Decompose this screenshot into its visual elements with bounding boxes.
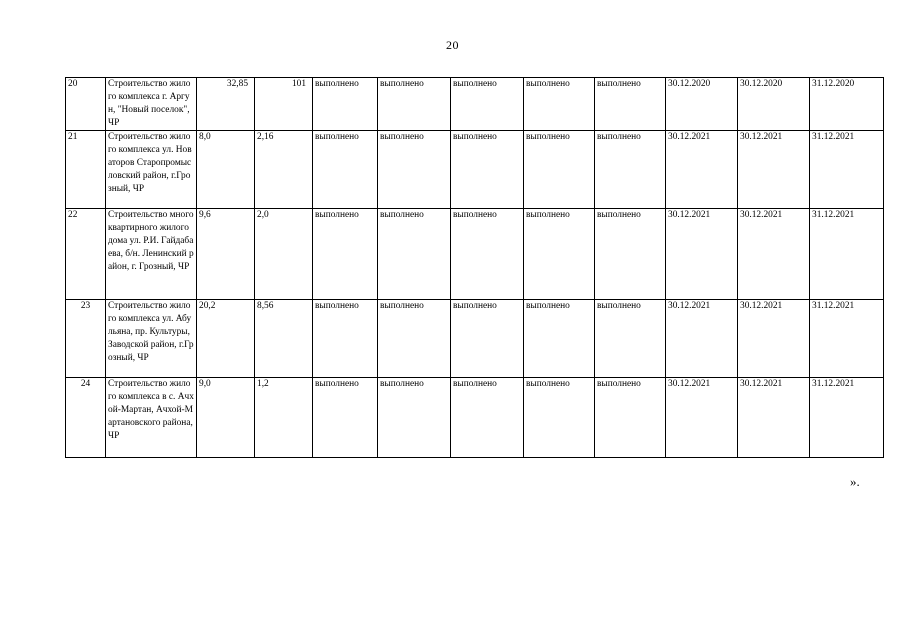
object-name: Строительство многоквартирного жилого дома ул. Р.И. Гайдабаева, б/н. Ленинский район, г. Грозный, ЧР [106, 209, 197, 300]
date-2: 30.12.2021 [738, 131, 810, 209]
value-2: 8,56 [255, 300, 313, 378]
status-3: выполнено [451, 209, 524, 300]
value-1: 20,2 [197, 300, 255, 378]
value-2: 101 [255, 78, 313, 131]
table-row [66, 131, 884, 209]
date-2: 30.12.2021 [738, 300, 810, 378]
row-number: 22 [66, 209, 106, 300]
table-row [66, 209, 884, 300]
page-number: 20 [446, 38, 459, 52]
status-1: выполнено [313, 131, 378, 209]
object-name: Строительство жилого комплекса г. Аргун, "Новый поселок", ЧР [106, 78, 197, 131]
table-row [66, 78, 884, 131]
status-2: выполнено [378, 131, 451, 209]
objects-table [65, 77, 884, 458]
value-1: 8,0 [197, 131, 255, 209]
status-5: выполнено [595, 78, 666, 131]
status-5: выполнено [595, 300, 666, 378]
row-number: 23 [66, 300, 106, 378]
date-3: 31.12.2021 [810, 300, 884, 378]
status-4: выполнено [524, 131, 595, 209]
status-3: выполнено [451, 300, 524, 378]
table-row [66, 378, 884, 458]
value-2: 2,0 [255, 209, 313, 300]
status-1: выполнено [313, 300, 378, 378]
date-3: 31.12.2021 [810, 378, 884, 458]
date-3: 31.12.2021 [810, 131, 884, 209]
closing-quote-mark: ». [850, 474, 860, 489]
date-1: 30.12.2021 [666, 209, 738, 300]
status-1: выполнено [313, 378, 378, 458]
status-3: выполнено [451, 78, 524, 131]
value-2: 1,2 [255, 378, 313, 458]
date-1: 30.12.2021 [666, 378, 738, 458]
status-1: выполнено [313, 78, 378, 131]
value-1: 9,0 [197, 378, 255, 458]
date-2: 30.12.2021 [738, 209, 810, 300]
date-1: 30.12.2021 [666, 300, 738, 378]
status-2: выполнено [378, 78, 451, 131]
date-3: 31.12.2021 [810, 209, 884, 300]
date-1: 30.12.2020 [666, 78, 738, 131]
status-4: выполнено [524, 378, 595, 458]
value-2: 2,16 [255, 131, 313, 209]
status-5: выполнено [595, 209, 666, 300]
status-5: выполнено [595, 378, 666, 458]
object-name: Строительство жилого комплекса в с. Ачхой-Мартан, Ачхой-Мартановского района, ЧР [106, 378, 197, 458]
status-4: выполнено [524, 78, 595, 131]
status-5: выполнено [595, 131, 666, 209]
status-2: выполнено [378, 300, 451, 378]
object-name: Строительство жилого комплекса ул. Новаторов Старопромысловский район, г.Грозный, ЧР [106, 131, 197, 209]
status-4: выполнено [524, 209, 595, 300]
table-row [66, 300, 884, 378]
status-2: выполнено [378, 378, 451, 458]
status-1: выполнено [313, 209, 378, 300]
object-name: Строительство жилого комплекса ул. Абульяна, пр. Культуры, Заводской район, г.Грозный, ЧР [106, 300, 197, 378]
status-2: выполнено [378, 209, 451, 300]
value-1: 32,85 [197, 78, 255, 131]
date-3: 31.12.2020 [810, 78, 884, 131]
row-number: 24 [66, 378, 106, 458]
status-4: выполнено [524, 300, 595, 378]
status-3: выполнено [451, 378, 524, 458]
row-number: 21 [66, 131, 106, 209]
date-2: 30.12.2021 [738, 378, 810, 458]
status-3: выполнено [451, 131, 524, 209]
value-1: 9,6 [197, 209, 255, 300]
row-number: 20 [66, 78, 106, 131]
date-2: 30.12.2020 [738, 78, 810, 131]
date-1: 30.12.2021 [666, 131, 738, 209]
